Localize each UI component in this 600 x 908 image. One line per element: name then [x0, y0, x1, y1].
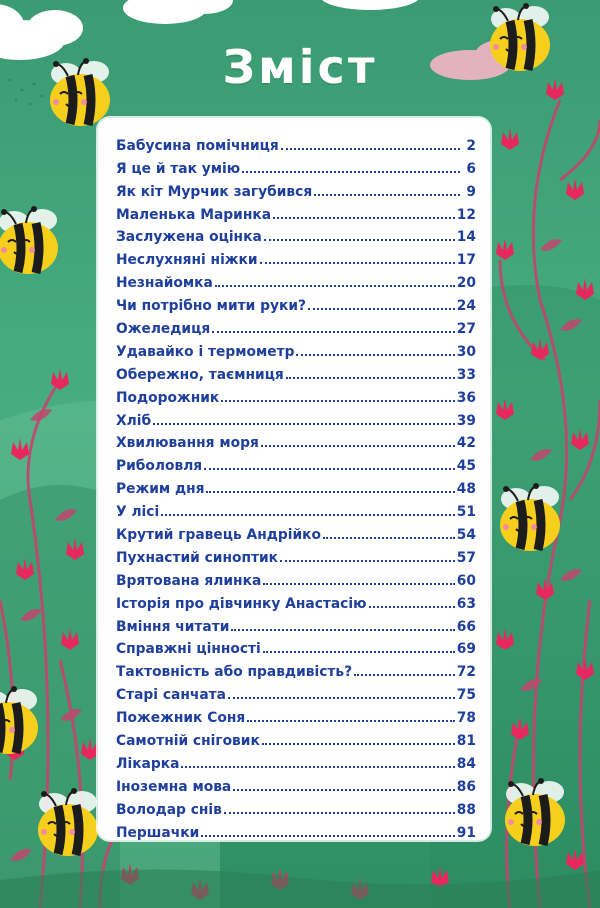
toc-entry-title: Маленька Маринка [116, 206, 272, 223]
toc-leader-dots [206, 491, 454, 493]
toc-entry-title: Ожеледиця [116, 321, 211, 338]
toc-entry-page: 51 [456, 504, 476, 521]
toc-entry-page: 27 [456, 321, 476, 338]
toc-entry [116, 726, 476, 749]
toc-entry-title: Вміння читати [116, 618, 230, 635]
toc-entry-page: 91 [456, 824, 476, 841]
toc-entry [116, 131, 476, 154]
toc-entry [116, 749, 476, 772]
toc-entry-title: Обережно, таємниця [116, 366, 284, 383]
toc-entry-page: 84 [456, 755, 476, 772]
toc-entry-title: У лісі [116, 504, 160, 521]
toc-entry-title: Пухнастий синоптик [116, 549, 279, 566]
toc-entry-title: Старі санчата [116, 687, 226, 704]
toc-entry [116, 566, 476, 589]
toc-entry [116, 818, 476, 841]
toc-entry [116, 429, 476, 452]
toc-entry [116, 680, 476, 703]
toc-entry-title: Неслухняні ніжки [116, 252, 258, 269]
toc-entry-title: Бабусина помічниця [116, 137, 279, 154]
toc-entry-page: 33 [456, 366, 476, 383]
toc-entry-page: 88 [456, 801, 476, 818]
toc-entry-page: 81 [456, 733, 476, 750]
toc-entry-title: Риболовля [116, 458, 203, 475]
toc-entry [116, 589, 476, 612]
toc-leader-dots [181, 766, 454, 768]
toc-leader-dots [212, 331, 455, 333]
toc-entry-page: 9 [466, 183, 476, 200]
toc-entry-title: Незнайомка [116, 275, 213, 292]
toc-entry [116, 383, 476, 406]
toc-entry [116, 245, 476, 268]
toc-entry [116, 657, 476, 680]
toc-entry [116, 223, 476, 246]
toc-leader-dots [233, 789, 455, 791]
toc-entry-page: 17 [456, 252, 476, 269]
toc-leader-dots [201, 835, 455, 837]
page-title: Зміст [222, 40, 378, 94]
toc-entry-title: Режим дня [116, 481, 205, 498]
toc-entry-page: 12 [456, 206, 476, 223]
toc-entry [116, 543, 476, 566]
toc-entry-page: 24 [456, 298, 476, 315]
toc-entry [116, 200, 476, 223]
toc-entry-page: 86 [456, 778, 476, 795]
toc-leader-dots [161, 514, 455, 516]
toc-leader-dots [242, 171, 460, 173]
toc-leader-dots [323, 537, 455, 539]
toc-entry-title: Врятована ялинка [116, 572, 262, 589]
toc-entry-page: 2 [466, 137, 476, 154]
toc-leader-dots [228, 697, 455, 699]
toc-leader-dots [296, 354, 454, 356]
toc-leader-dots [280, 560, 455, 562]
toc-entry [116, 612, 476, 635]
toc-leader-dots [215, 285, 455, 287]
toc-entry-title: Іноземна мова [116, 778, 232, 795]
toc-entry [116, 406, 476, 429]
toc-entry-page: 75 [456, 687, 476, 704]
toc-entry-title: Хліб [116, 412, 152, 429]
toc-entry-title: Крутий гравець Андрійко [116, 527, 321, 544]
toc-entry-page: 78 [456, 710, 476, 727]
toc-leader-dots [281, 148, 460, 150]
toc-entry-page: 36 [456, 389, 476, 406]
toc-entry [116, 520, 476, 543]
toc-leader-dots [354, 674, 455, 676]
toc-entry-page: 6 [466, 160, 476, 177]
toc-entry-page: 60 [456, 572, 476, 589]
toc-entry-page: 63 [456, 595, 476, 612]
toc-entry-page: 66 [456, 618, 476, 635]
bee-icon [505, 778, 565, 846]
toc-entry-page: 69 [456, 641, 476, 658]
toc-leader-dots [204, 468, 455, 470]
toc-entry [116, 291, 476, 314]
toc-entry-title: Подорожник [116, 389, 220, 406]
toc-entry-title: Я це й так умію [116, 160, 241, 177]
toc-entry-title: Заслужена оцінка [116, 229, 262, 246]
toc-leader-dots [261, 445, 455, 447]
bee-icon [38, 788, 98, 856]
toc-entry-title: Лікарка [116, 755, 180, 772]
table-of-contents [116, 131, 476, 841]
toc-leader-dots [308, 308, 455, 310]
toc-entry-page: 42 [456, 435, 476, 452]
toc-entry [116, 360, 476, 383]
toc-leader-dots [369, 606, 455, 608]
toc-entry-page: 54 [456, 527, 476, 544]
toc-entry-title: Історія про дівчинку Анастасію [116, 595, 367, 612]
toc-leader-dots [247, 720, 455, 722]
toc-entry [116, 497, 476, 520]
toc-entry-page: 72 [456, 664, 476, 681]
toc-leader-dots [262, 743, 455, 745]
toc-entry-page: 20 [456, 275, 476, 292]
bee-icon [500, 483, 560, 551]
toc-entry [116, 451, 476, 474]
toc-entry-title: Як кіт Мурчик загубився [116, 183, 313, 200]
toc-leader-dots [231, 629, 454, 631]
toc-entry [116, 795, 476, 818]
toc-leader-dots [273, 217, 455, 219]
toc-leader-dots [264, 239, 455, 241]
toc-entry [116, 337, 476, 360]
toc-entry [116, 154, 476, 177]
toc-entry-title: Самотній сніговик [116, 733, 260, 750]
toc-entry [116, 177, 476, 200]
toc-leader-dots [263, 583, 455, 585]
toc-leader-dots [221, 400, 455, 402]
toc-entry [116, 474, 476, 497]
toc-entry [116, 635, 476, 658]
toc-leader-dots [286, 377, 455, 379]
bee-icon [0, 206, 58, 274]
toc-leader-dots [263, 651, 455, 653]
toc-leader-dots [314, 194, 460, 196]
toc-entry-title: Чи потрібно мити руки? [116, 298, 306, 315]
toc-entry-page: 45 [456, 458, 476, 475]
toc-entry [116, 772, 476, 795]
toc-entry-title: Хвилювання моря [116, 435, 259, 452]
toc-entry-title: Пожежник Соня [116, 710, 246, 727]
toc-entry-title: Першачки [116, 824, 200, 841]
toc-leader-dots [153, 423, 455, 425]
toc-entry-title: Справжні цінності [116, 641, 261, 658]
toc-entry-page: 30 [456, 343, 476, 360]
toc-entry-title: Удавайко і термометр [116, 343, 295, 360]
toc-entry-page: 48 [456, 481, 476, 498]
toc-entry-title: Тактовність або правдивість? [116, 664, 353, 681]
toc-entry [116, 314, 476, 337]
toc-entry [116, 703, 476, 726]
toc-entry-page: 39 [456, 412, 476, 429]
toc-entry-page: 57 [456, 549, 476, 566]
toc-leader-dots [260, 262, 455, 264]
toc-entry-page: 14 [456, 229, 476, 246]
toc-entry [116, 268, 476, 291]
toc-entry-title: Володар снів [116, 801, 222, 818]
toc-leader-dots [224, 812, 455, 814]
